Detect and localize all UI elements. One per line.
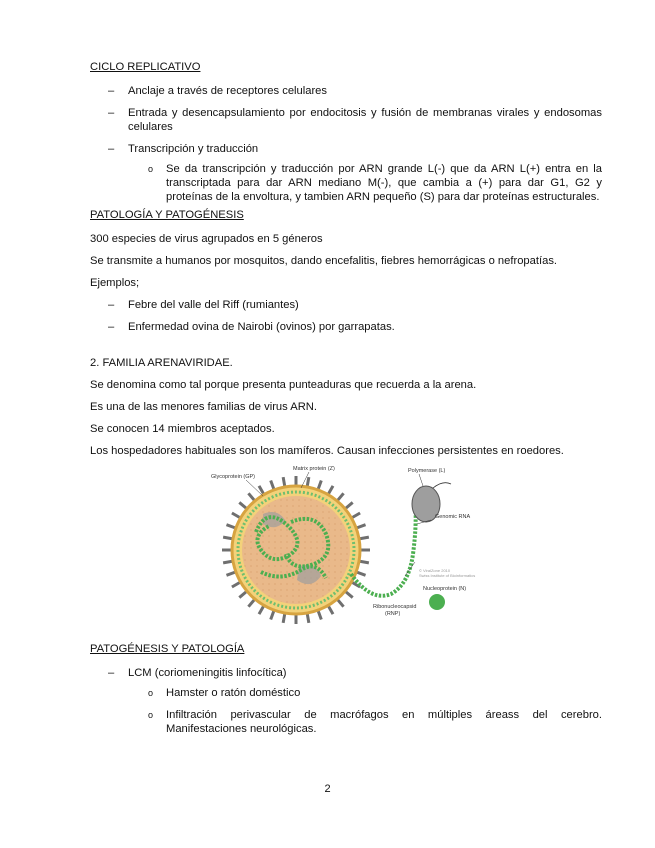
paragraph: 300 especies de virus agrupados en 5 géneros <box>90 233 323 245</box>
dash-bullet: – <box>108 667 115 679</box>
list-item <box>90 106 602 134</box>
glycoprotein-spike <box>337 493 343 501</box>
dash-bullet: – <box>108 321 115 333</box>
glycoprotein-spike <box>259 605 264 614</box>
glycoprotein-spike <box>283 613 285 623</box>
label-genomic-rna: Genomic RNA <box>435 514 471 520</box>
label-rnp-2: (RNP) <box>385 611 401 617</box>
paragraph: Se denomina como tal porque presenta punteaduras que recuerda a la arena. <box>90 379 477 391</box>
section-heading-patogenesis: PATOGÉNESIS Y PATOLOGÍA <box>90 643 245 655</box>
label-polymerase: Polymerase (L) <box>408 468 446 474</box>
dash-bullet: – <box>108 107 115 119</box>
sub-list-item-text: Se da transcripción y traducción por ARN grande L(-) que da ARN L(+) entra en la transcriptada para dar ARN mediano M(-), que cambia a (+) para dar G1, G2 y proteínas de la envoltura, y tambien ARN pequeño (S) para dar proteínas estructurales. <box>166 163 602 203</box>
glycoprotein-spike <box>248 493 254 501</box>
list-item-text: LCM (coriomeningitis linfocítica) <box>128 667 287 679</box>
glycoprotein-spike <box>223 561 233 563</box>
label-glycoprotein: Glycoprotein (GP) <box>211 474 256 480</box>
label-matrix: Matrix protein (Z) <box>293 466 335 472</box>
circle-bullet: o <box>148 164 154 174</box>
list-item-text: Entrada y desencapsulamiento por endocitosis y fusión de membranas virales y endosomas celulares <box>128 107 602 133</box>
sub-list-item-text: Hamster o ratón doméstico <box>166 687 301 699</box>
list-item-text: Anclaje a través de receptores celulares <box>128 85 327 97</box>
glycoprotein-spike <box>328 486 333 495</box>
paragraph: Ejemplos; <box>90 277 140 289</box>
section-heading-ciclo: CICLO REPLICATIVO <box>90 61 201 73</box>
glycoprotein-spike <box>351 513 360 518</box>
ciclo-list <box>90 84 602 204</box>
document-page <box>90 60 602 744</box>
circle-bullet: o <box>148 710 154 720</box>
page-number: 2 <box>324 783 331 795</box>
dash-bullet: – <box>108 299 115 311</box>
dash-bullet: – <box>108 143 115 155</box>
label-credit-1: © ViralZone 2010 <box>419 568 451 573</box>
circle-bullet: o <box>148 688 154 698</box>
glycoprotein-spike <box>223 537 233 539</box>
sub-list <box>128 686 602 736</box>
glycoprotein-spike <box>356 572 365 575</box>
list-item <box>90 298 602 312</box>
glycoprotein-spike <box>232 582 241 587</box>
paragraph: Los hospedadores habituales son los mamíferos. Causan infecciones persistentes en roedores. <box>90 445 564 457</box>
list-item <box>90 142 602 204</box>
glycoprotein-spike <box>307 613 309 623</box>
sub-list-item <box>128 686 602 700</box>
paragraph: Se transmite a humanos por mosquitos, dando encefalitis, fiebres hemorrágicas o nefropatías. <box>90 255 558 267</box>
section-heading-arenaviridae: 2. FAMILIA ARENAVIRIDAE. <box>90 357 233 369</box>
sub-list-item <box>128 708 602 736</box>
arenavirus-diagram <box>201 462 491 630</box>
glycoprotein-spike <box>345 502 353 508</box>
ejemplos-list <box>90 298 602 334</box>
sub-list-item-text: Infiltración perivascular de macrófagos en múltiples áreass del cerebro. Manifestaciones neurológicas. <box>166 709 602 735</box>
lcm-list <box>90 666 602 736</box>
sub-list <box>128 162 602 204</box>
paragraph: Se conocen 14 miembros aceptados. <box>90 423 275 435</box>
glycoprotein-spike <box>345 591 353 597</box>
glycoprotein-spike <box>359 561 369 563</box>
glycoprotein-spike <box>226 525 235 528</box>
list-item-text: Transcripción y traducción <box>128 143 259 155</box>
section-heading-patologia: PATOLOGÍA Y PATOGÉNESIS <box>90 209 244 221</box>
list-item-text: Enfermedad ovina de Nairobi (ovinos) por garrapatas. <box>128 321 395 333</box>
glycoprotein-spike <box>232 513 241 518</box>
label-nucleoprotein: Nucleoprotein (N) <box>423 586 467 592</box>
glycoprotein-spike <box>328 605 333 614</box>
nucleoprotein-shape <box>429 594 445 610</box>
list-item <box>90 320 602 334</box>
glycoprotein-spike <box>356 525 365 528</box>
paragraph: Es una de las menores familias de virus ARN. <box>90 401 317 413</box>
list-item <box>90 84 602 98</box>
virion-illustration <box>201 462 491 630</box>
sub-list-item <box>128 162 602 204</box>
glycoprotein-spike <box>359 537 369 539</box>
label-credit-2: Swiss Institute of Bioinformatics <box>419 573 476 578</box>
label-rnp-1: Ribonucleocapsid <box>373 604 417 610</box>
list-item-text: Febre del valle del Riff (rumiantes) <box>128 299 299 311</box>
dash-bullet: – <box>108 85 115 97</box>
list-item <box>90 666 602 736</box>
glycoprotein-spike <box>226 572 235 575</box>
